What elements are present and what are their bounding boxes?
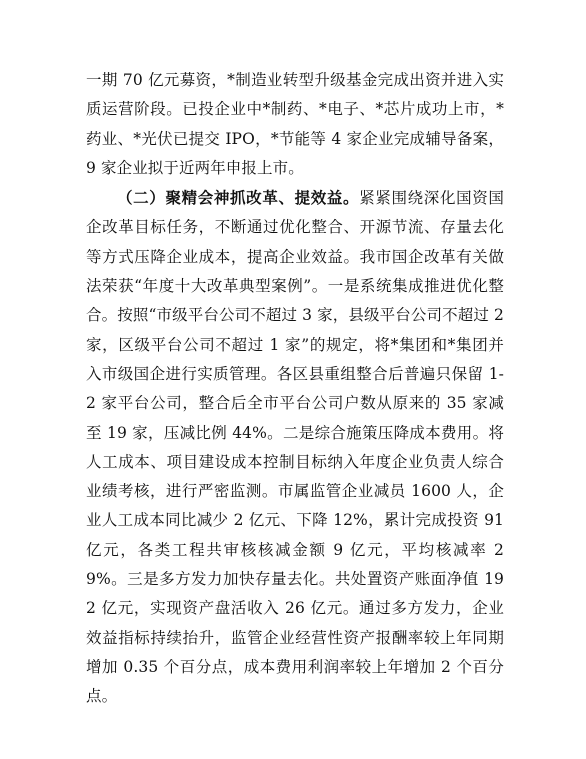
- paragraph-1: [86, 66, 504, 183]
- paragraph-2: [86, 183, 504, 711]
- paragraph-2-text: 紧紧围绕深化国资国企改革目标任务，不断通过优化整合、开源节流、存量去化等方式压降企业成本，提高企业效益。我市国企改革有关做法荣获“年度十大改革典型案例”。一是系统集成推进优化整合。按照“市级平台公司不超过 3 家，县级平台公司不超过 2 家，区级平台公司不超过 1 家”的规定，将*集团和*集团并入市级国企进行实质管理。各区县重组整合后普遍只保留 1-2 家平台公司，整合后全市平台公司户数从原来的 35 家减至 19 家，压减比例 44%。二是综合施策压降成本费用。将人工成本、项目建设成本控制目标纳入年度企业负责人综合业绩考核，进行严密监测。市属监管企业减员 1600 人，企业人工成本同比减少 2 亿元、下降 12%，累计完成投资 91 亿元，各类工程共审核核减金额 9 亿元，平均核减率 29%。三是多方发力加快存量去化。共处置资产账面净值 192 亿元，实现资产盘活收入 26 亿元。通过多方发力，企业效益指标持续抬升，监管企业经营性资产报酬率较上年同期增加 0.35 个百分点，成本费用利润率较上年增加 2 个百分点。: [86, 189, 504, 706]
- section-heading: （二）聚精会神抓改革、提效益。: [117, 188, 360, 208]
- document-body: [86, 66, 504, 712]
- paragraph-1-text: 一期 70 亿元募资，*制造业转型升级基金完成出资并进入实质运营阶段。已投企业中*制药、*电子、*芯片成功上市，*药业、*光伏已提交 IPO，*节能等 4 家企业完成辅导备案，9 家企业拟于近两年申报上市。: [86, 71, 504, 177]
